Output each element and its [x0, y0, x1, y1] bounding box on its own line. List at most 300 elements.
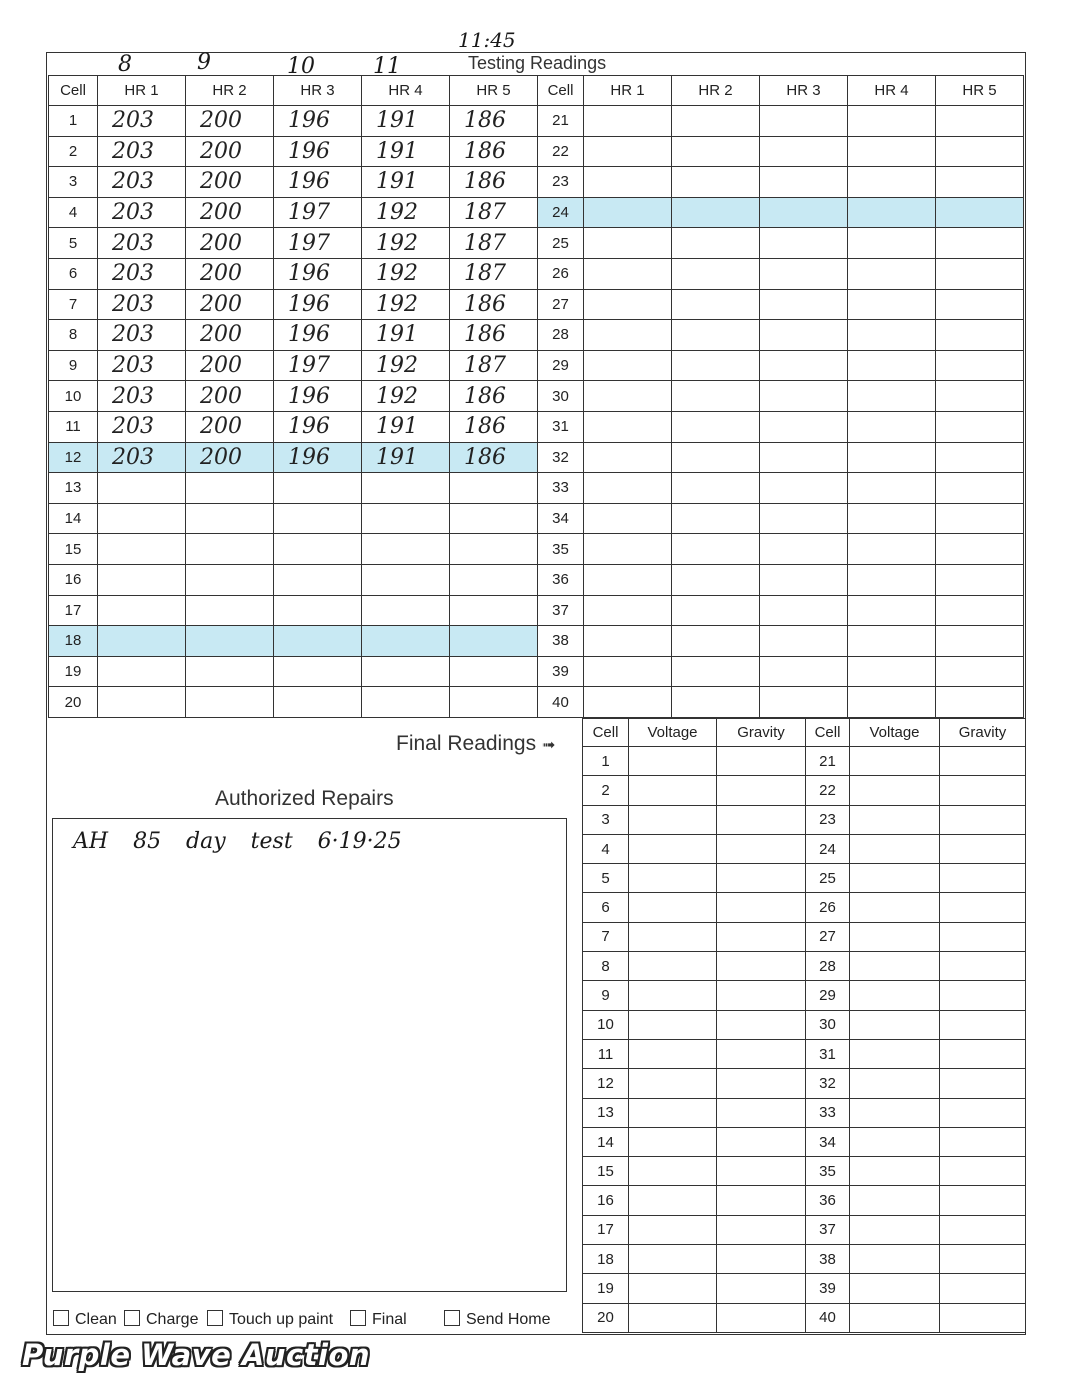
table-cell: [672, 167, 760, 198]
table-cell: 5: [49, 228, 98, 259]
table-cell: [760, 503, 848, 534]
table-cell: [274, 687, 362, 718]
table-cell: [362, 473, 450, 504]
table-cell: [672, 656, 760, 687]
table-cell: [98, 687, 186, 718]
table-cell: [940, 1274, 1026, 1303]
table-cell: [940, 922, 1026, 951]
table-cell: 197: [274, 228, 362, 259]
table-cell: [362, 503, 450, 534]
table-cell: 34: [806, 1127, 850, 1156]
table-cell: 32: [806, 1069, 850, 1098]
table-cell: [629, 776, 717, 805]
table-cell: 29: [806, 981, 850, 1010]
table-cell: [848, 411, 936, 442]
table-cell: [717, 776, 806, 805]
table-cell: [629, 952, 717, 981]
table-cell: [629, 1186, 717, 1215]
table-row: [583, 893, 1026, 922]
table-cell: 33: [538, 473, 584, 504]
table-cell: 203: [98, 289, 186, 320]
table-cell: [186, 564, 274, 595]
touch-up-paint-checkbox[interactable]: [207, 1310, 333, 1329]
table-cell: [936, 320, 1024, 351]
table-cell: [940, 1215, 1026, 1244]
table-cell: [672, 381, 760, 412]
table-cell: 8: [583, 952, 629, 981]
table-row: [583, 922, 1026, 951]
table-cell: [274, 656, 362, 687]
table-cell: 3: [49, 167, 98, 198]
table-cell: 21: [806, 747, 850, 776]
table-cell: [362, 534, 450, 565]
repairs-note: AH 85 day test 6·19·25: [73, 829, 402, 854]
table-row: [583, 1069, 1026, 1098]
checkbox-label: Charge: [146, 1311, 199, 1328]
table-cell: [717, 952, 806, 981]
table-cell: 37: [538, 595, 584, 626]
table-cell: 9: [49, 350, 98, 381]
table-cell: [717, 1098, 806, 1127]
table-cell: 31: [538, 411, 584, 442]
table-cell: 200: [186, 381, 274, 412]
hour-note-4: 11: [373, 54, 401, 79]
table-cell: 200: [186, 289, 274, 320]
table-cell: [362, 687, 450, 718]
table-cell: [760, 167, 848, 198]
table-cell: 186: [450, 136, 538, 167]
table-cell: [274, 534, 362, 565]
table-cell: [850, 747, 940, 776]
table-cell: [936, 626, 1024, 657]
table-cell: [186, 503, 274, 534]
table-cell: 203: [98, 258, 186, 289]
table-cell: 192: [362, 258, 450, 289]
table-cell: [362, 656, 450, 687]
table-cell: [672, 228, 760, 259]
table-row: [49, 381, 1024, 412]
table-cell: 200: [186, 320, 274, 351]
table-cell: [450, 534, 538, 565]
table-cell: 27: [806, 922, 850, 951]
table-cell: [98, 626, 186, 657]
table-cell: 203: [98, 411, 186, 442]
table-cell: 197: [274, 350, 362, 381]
table-cell: [629, 1127, 717, 1156]
table-cell: 10: [49, 381, 98, 412]
table-cell: [629, 864, 717, 893]
table-cell: [717, 1215, 806, 1244]
table-cell: 196: [274, 442, 362, 473]
final-readings-label: Final Readings: [396, 732, 537, 755]
table-cell: 196: [274, 411, 362, 442]
clean-checkbox[interactable]: [53, 1310, 117, 1329]
table-cell: [936, 381, 1024, 412]
table-cell: 196: [274, 289, 362, 320]
table-cell: [98, 656, 186, 687]
table-cell: 40: [538, 687, 584, 718]
table-cell: [672, 106, 760, 137]
table-cell: 15: [583, 1157, 629, 1186]
table-row: [49, 289, 1024, 320]
table-cell: [98, 595, 186, 626]
table-row: [49, 473, 1024, 504]
table-cell: 200: [186, 167, 274, 198]
table-cell: [940, 1245, 1026, 1274]
table-cell: [760, 136, 848, 167]
table-cell: 200: [186, 197, 274, 228]
table-cell: 17: [583, 1215, 629, 1244]
col-header: Cell: [583, 719, 629, 747]
table-cell: [936, 258, 1024, 289]
table-row: [583, 834, 1026, 863]
final-header-row: [583, 719, 1026, 747]
table-row: [49, 564, 1024, 595]
table-cell: [584, 656, 672, 687]
table-cell: [717, 1274, 806, 1303]
table-cell: 3: [583, 805, 629, 834]
table-cell: [936, 564, 1024, 595]
table-cell: 12: [49, 442, 98, 473]
table-cell: [629, 1245, 717, 1274]
table-cell: 40: [806, 1303, 850, 1332]
table-cell: [584, 228, 672, 259]
table-cell: 25: [806, 864, 850, 893]
col-header: HR 1: [98, 76, 186, 106]
table-cell: [760, 381, 848, 412]
table-cell: 186: [450, 167, 538, 198]
checkbox-label: Final: [372, 1311, 407, 1328]
table-row: [583, 1215, 1026, 1244]
table-cell: [850, 1039, 940, 1068]
checkbox-label: Send Home: [466, 1311, 551, 1328]
hour-note-1: 8: [118, 52, 132, 77]
table-cell: [936, 595, 1024, 626]
col-header: Cell: [538, 76, 584, 106]
table-cell: [717, 1010, 806, 1039]
table-cell: [717, 1303, 806, 1332]
table-cell: [940, 864, 1026, 893]
table-cell: [850, 922, 940, 951]
table-cell: 24: [806, 834, 850, 863]
table-cell: 19: [583, 1274, 629, 1303]
table-cell: [717, 805, 806, 834]
table-cell: 203: [98, 136, 186, 167]
col-header: Voltage: [629, 719, 717, 747]
table-cell: [672, 289, 760, 320]
table-cell: 38: [806, 1245, 850, 1274]
table-cell: [717, 834, 806, 863]
table-cell: [672, 320, 760, 351]
table-cell: [936, 687, 1024, 718]
table-cell: [850, 981, 940, 1010]
table-cell: [584, 564, 672, 595]
table-row: [49, 442, 1024, 473]
table-cell: 200: [186, 258, 274, 289]
table-cell: [940, 834, 1026, 863]
table-cell: [186, 656, 274, 687]
table-cell: 36: [538, 564, 584, 595]
table-cell: 20: [583, 1303, 629, 1332]
table-cell: [362, 595, 450, 626]
table-cell: [936, 442, 1024, 473]
table-cell: [274, 503, 362, 534]
table-cell: 26: [538, 258, 584, 289]
table-cell: [584, 473, 672, 504]
table-cell: [584, 411, 672, 442]
table-cell: 29: [538, 350, 584, 381]
table-cell: 200: [186, 350, 274, 381]
final-readings-table: [582, 718, 1026, 1333]
table-cell: 203: [98, 442, 186, 473]
table-cell: [584, 258, 672, 289]
table-cell: 7: [583, 922, 629, 951]
table-cell: 13: [583, 1098, 629, 1127]
table-cell: [848, 258, 936, 289]
table-cell: [848, 197, 936, 228]
table-cell: 200: [186, 411, 274, 442]
table-cell: [848, 228, 936, 259]
table-row: [583, 864, 1026, 893]
table-cell: [672, 595, 760, 626]
table-cell: [450, 687, 538, 718]
table-cell: 27: [538, 289, 584, 320]
table-cell: 6: [49, 258, 98, 289]
table-cell: [584, 595, 672, 626]
table-cell: [850, 1274, 940, 1303]
table-cell: 192: [362, 197, 450, 228]
table-cell: [584, 320, 672, 351]
table-cell: [940, 1303, 1026, 1332]
table-cell: 24: [538, 197, 584, 228]
testing-readings-title: Testing Readings: [468, 53, 607, 73]
table-cell: [760, 228, 848, 259]
table-cell: [584, 197, 672, 228]
table-cell: 22: [538, 136, 584, 167]
table-cell: [936, 534, 1024, 565]
table-row: [583, 1127, 1026, 1156]
table-cell: [936, 167, 1024, 198]
table-row: [583, 747, 1026, 776]
table-cell: 28: [538, 320, 584, 351]
table-cell: [717, 864, 806, 893]
table-cell: [850, 1215, 940, 1244]
table-cell: [98, 564, 186, 595]
table-cell: [629, 834, 717, 863]
table-cell: 11: [583, 1039, 629, 1068]
table-cell: [760, 656, 848, 687]
table-cell: [848, 289, 936, 320]
table-cell: 4: [49, 197, 98, 228]
table-cell: 9: [583, 981, 629, 1010]
table-cell: [584, 167, 672, 198]
table-cell: [760, 564, 848, 595]
table-cell: [629, 981, 717, 1010]
table-cell: 35: [806, 1157, 850, 1186]
table-cell: 20: [49, 687, 98, 718]
table-cell: [450, 595, 538, 626]
table-cell: [717, 1127, 806, 1156]
send-home-checkbox[interactable]: [444, 1310, 551, 1329]
table-cell: 191: [362, 320, 450, 351]
table-cell: [848, 503, 936, 534]
table-cell: [629, 1069, 717, 1098]
table-row: [49, 411, 1024, 442]
table-cell: 187: [450, 197, 538, 228]
checkbox-icon: [207, 1310, 223, 1326]
table-cell: [760, 350, 848, 381]
table-cell: 5: [583, 864, 629, 893]
time-note: 11:45: [458, 28, 516, 52]
table-cell: [850, 864, 940, 893]
testing-readings-table: [48, 75, 1024, 718]
table-cell: [760, 197, 848, 228]
table-cell: 187: [450, 350, 538, 381]
col-header: HR 4: [848, 76, 936, 106]
table-row: [583, 1010, 1026, 1039]
table-row: [49, 503, 1024, 534]
table-cell: [186, 534, 274, 565]
table-cell: 14: [49, 503, 98, 534]
table-cell: 4: [583, 834, 629, 863]
table-cell: [936, 473, 1024, 504]
table-cell: 191: [362, 136, 450, 167]
table-row: [49, 136, 1024, 167]
table-cell: [186, 626, 274, 657]
table-cell: [274, 595, 362, 626]
charge-checkbox[interactable]: [124, 1310, 198, 1329]
table-cell: 25: [538, 228, 584, 259]
table-cell: [760, 411, 848, 442]
table-cell: [936, 289, 1024, 320]
table-cell: [848, 381, 936, 412]
authorized-repairs-title: Authorized Repairs: [215, 787, 394, 810]
table-row: [49, 197, 1024, 228]
table-cell: 23: [538, 167, 584, 198]
table-cell: [760, 534, 848, 565]
table-row: [583, 981, 1026, 1010]
table-row: [583, 1157, 1026, 1186]
table-cell: [629, 1274, 717, 1303]
table-row: [583, 1039, 1026, 1068]
table-row: [583, 776, 1026, 805]
table-row: [49, 106, 1024, 137]
table-cell: [629, 1303, 717, 1332]
table-cell: 186: [450, 381, 538, 412]
table-cell: [848, 167, 936, 198]
table-cell: 186: [450, 106, 538, 137]
table-cell: 7: [49, 289, 98, 320]
table-cell: [717, 893, 806, 922]
table-cell: 34: [538, 503, 584, 534]
table-cell: [584, 626, 672, 657]
col-header: HR 1: [584, 76, 672, 106]
table-cell: 35: [538, 534, 584, 565]
table-cell: 192: [362, 228, 450, 259]
table-cell: [760, 595, 848, 626]
table-cell: 39: [806, 1274, 850, 1303]
table-cell: [672, 473, 760, 504]
table-cell: 8: [49, 320, 98, 351]
table-cell: 192: [362, 350, 450, 381]
col-header: HR 3: [760, 76, 848, 106]
table-cell: [629, 893, 717, 922]
table-cell: 196: [274, 106, 362, 137]
table-cell: 191: [362, 106, 450, 137]
table-cell: [850, 893, 940, 922]
table-cell: 36: [806, 1186, 850, 1215]
table-cell: [850, 1069, 940, 1098]
table-cell: [450, 473, 538, 504]
table-row: [49, 656, 1024, 687]
table-cell: 38: [538, 626, 584, 657]
table-cell: [848, 350, 936, 381]
table-cell: [672, 411, 760, 442]
table-cell: [760, 442, 848, 473]
table-cell: [848, 687, 936, 718]
table-cell: 196: [274, 258, 362, 289]
table-cell: [850, 1186, 940, 1215]
table-cell: [848, 442, 936, 473]
col-header: HR 3: [274, 76, 362, 106]
table-cell: 21: [538, 106, 584, 137]
table-cell: [98, 534, 186, 565]
table-cell: [850, 1010, 940, 1039]
checkbox-label: Clean: [75, 1311, 117, 1328]
table-cell: [672, 350, 760, 381]
table-cell: 203: [98, 381, 186, 412]
table-cell: [717, 1186, 806, 1215]
table-cell: [629, 1039, 717, 1068]
table-cell: 10: [583, 1010, 629, 1039]
table-cell: [584, 289, 672, 320]
table-cell: [274, 626, 362, 657]
table-cell: 196: [274, 167, 362, 198]
col-header: Gravity: [717, 719, 806, 747]
table-cell: 203: [98, 350, 186, 381]
table-cell: [672, 197, 760, 228]
arrow-right-icon: ➟: [541, 737, 556, 754]
table-cell: 6: [583, 893, 629, 922]
table-cell: 196: [274, 136, 362, 167]
table-cell: [848, 534, 936, 565]
table-cell: [848, 626, 936, 657]
table-row: [583, 1303, 1026, 1332]
table-cell: 196: [274, 381, 362, 412]
table-cell: [629, 805, 717, 834]
table-cell: [672, 534, 760, 565]
table-cell: 19: [49, 656, 98, 687]
table-cell: [450, 564, 538, 595]
table-cell: [717, 1245, 806, 1274]
table-cell: [848, 106, 936, 137]
table-cell: 39: [538, 656, 584, 687]
final-readings-title: [396, 732, 555, 756]
table-cell: [936, 411, 1024, 442]
table-cell: [760, 258, 848, 289]
hour-note-2: 9: [197, 50, 211, 75]
table-row: [583, 1098, 1026, 1127]
table-cell: [362, 564, 450, 595]
table-cell: 1: [49, 106, 98, 137]
table-cell: [186, 687, 274, 718]
table-cell: 18: [49, 626, 98, 657]
table-cell: [717, 1039, 806, 1068]
table-cell: [850, 1098, 940, 1127]
table-cell: [850, 1245, 940, 1274]
final-checkbox[interactable]: [350, 1310, 407, 1329]
table-cell: [936, 136, 1024, 167]
